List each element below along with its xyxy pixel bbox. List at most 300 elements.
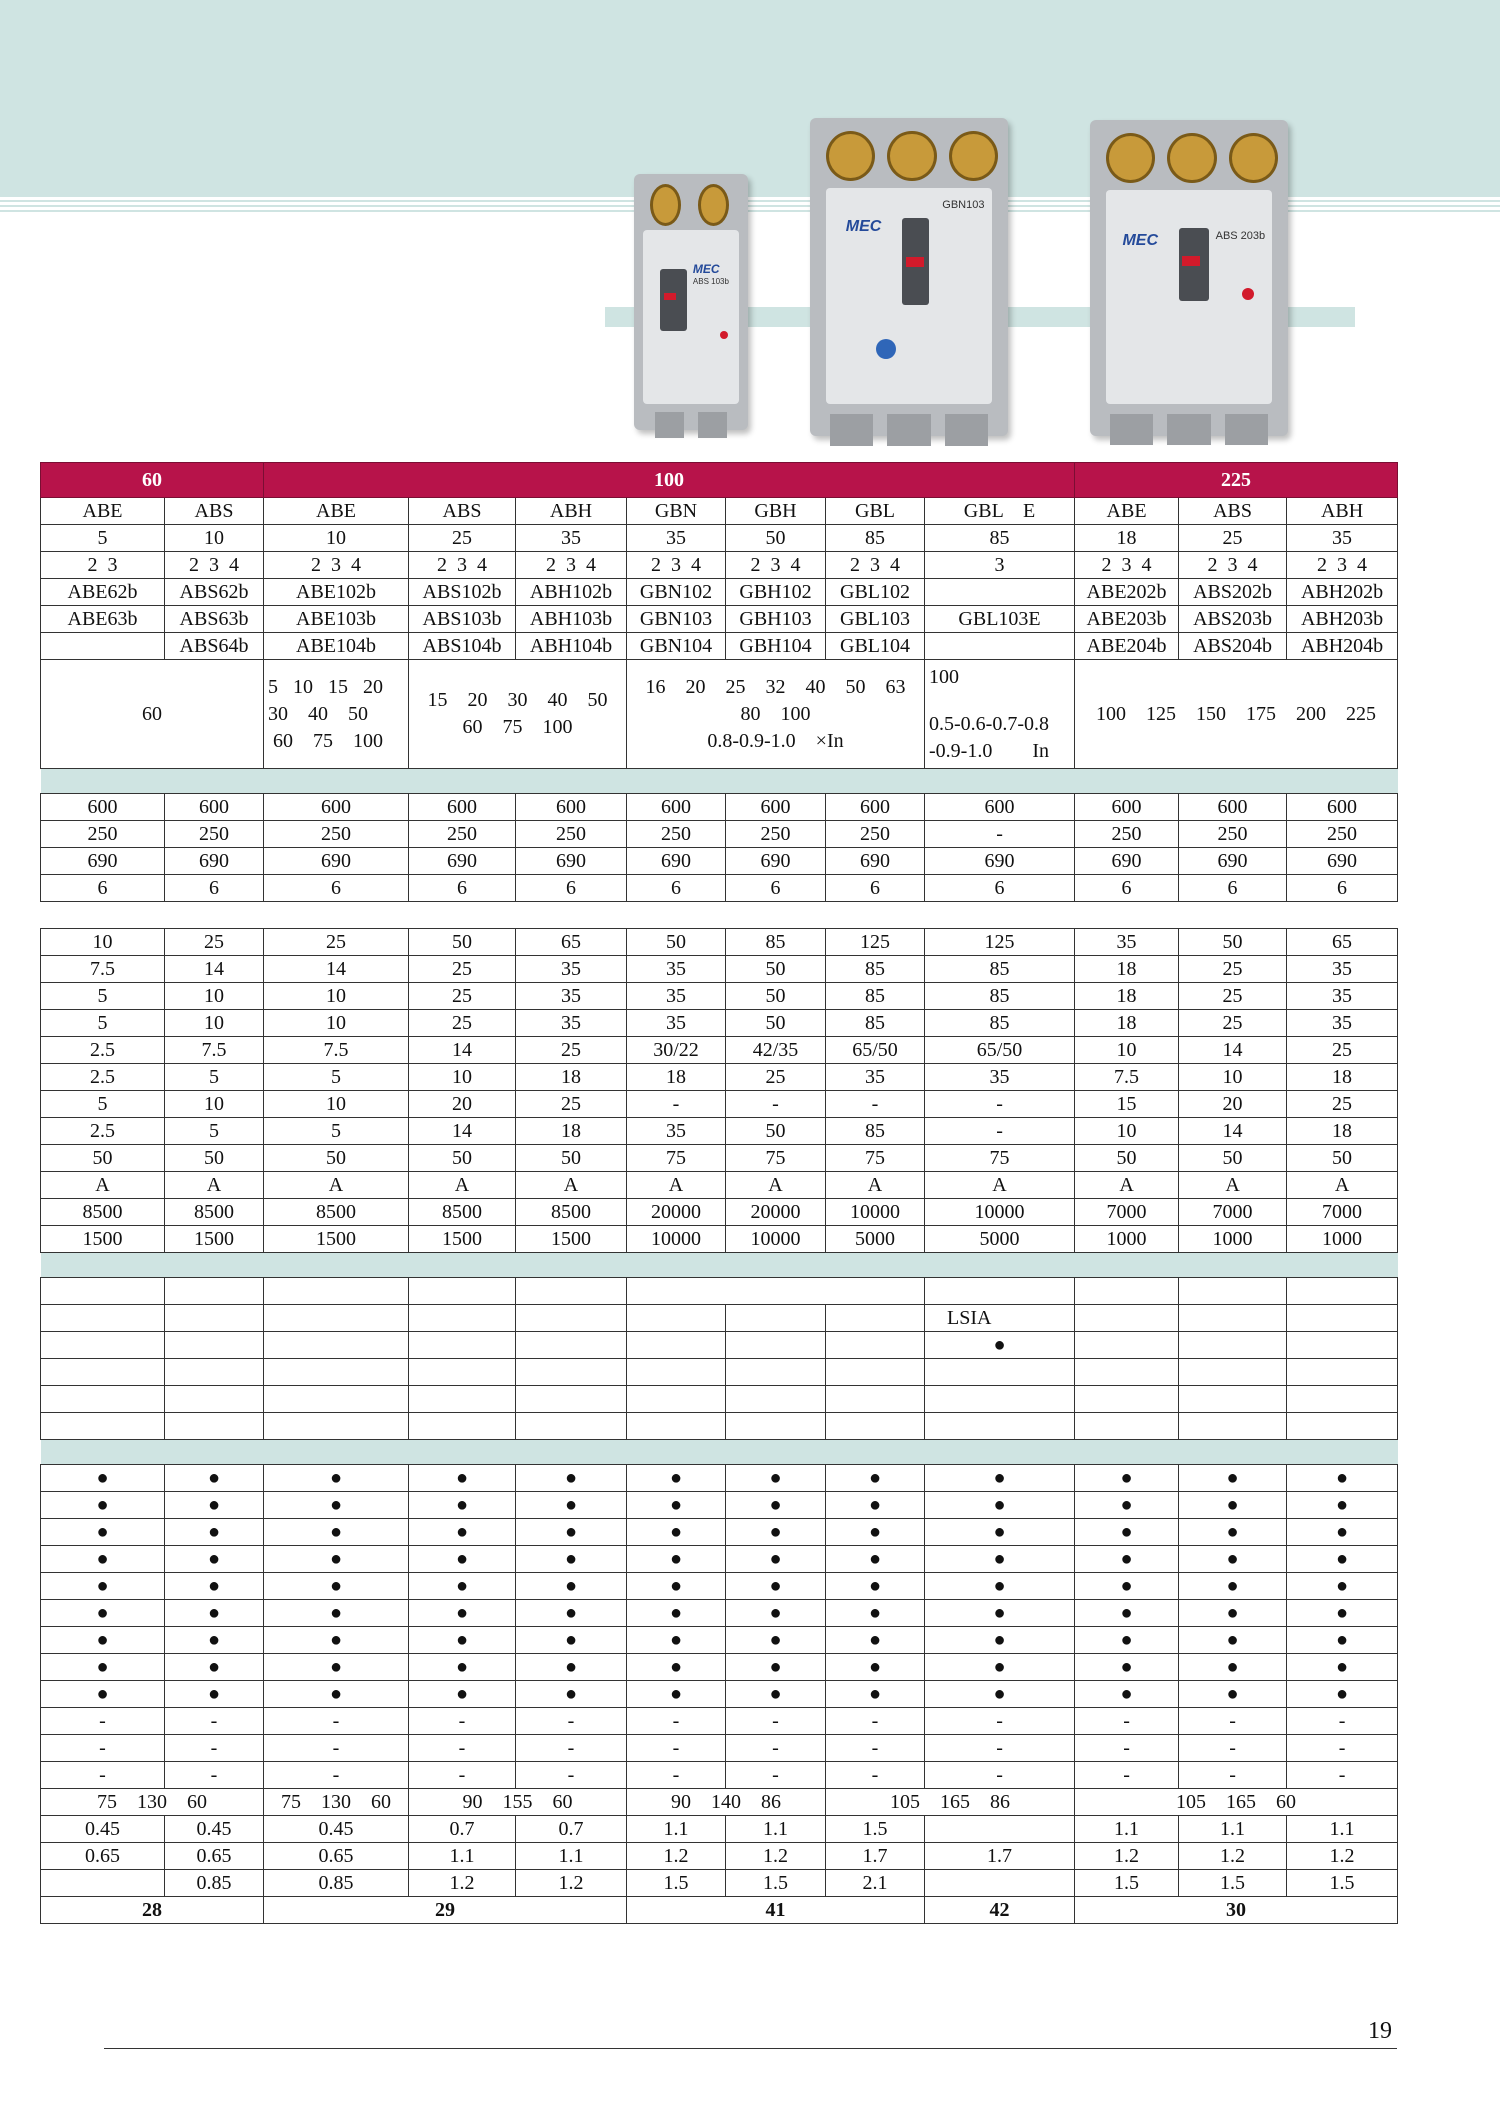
cell: 2 3 4 (826, 552, 925, 579)
range-line: 15 20 30 40 50 (427, 689, 608, 711)
capacity-row (41, 525, 1398, 552)
cell: - (925, 1708, 1075, 1735)
cell: ● (409, 1654, 516, 1681)
cell: 50 (1179, 1145, 1287, 1172)
cell: 1.2 (726, 1843, 826, 1870)
cell: 10000 (627, 1226, 726, 1253)
cell: - (1287, 1708, 1398, 1735)
rating-row (41, 848, 1398, 875)
cell: 600 (41, 794, 165, 821)
cell: GBL E (925, 498, 1075, 525)
frame-225-header: 225 (1075, 463, 1398, 498)
cell: 10 (165, 983, 264, 1010)
cell: 690 (516, 848, 627, 875)
cell: ● (1179, 1600, 1287, 1627)
cell: 1.2 (627, 1843, 726, 1870)
cell: 20000 (726, 1199, 826, 1226)
cell: ● (726, 1492, 826, 1519)
breaking-capacity-row (41, 1199, 1398, 1226)
cell: 690 (1287, 848, 1398, 875)
cell: A (516, 1172, 627, 1199)
cell: ● (1075, 1681, 1179, 1708)
cell: 50 (264, 1145, 409, 1172)
cell: ● (264, 1465, 409, 1492)
cell: 690 (264, 848, 409, 875)
cell: 2 3 4 (1287, 552, 1398, 579)
cell: - (1287, 1735, 1398, 1762)
cell: ● (1075, 1600, 1179, 1627)
cell: 35 (1287, 956, 1398, 983)
cell: 2 3 4 (516, 552, 627, 579)
cell: ● (627, 1492, 726, 1519)
cell: ● (925, 1465, 1075, 1492)
cell: ● (826, 1519, 925, 1546)
range-gb (627, 660, 925, 769)
cell: 690 (726, 848, 826, 875)
cell: - (1287, 1762, 1398, 1789)
cell: A (925, 1172, 1075, 1199)
cell: ABE203b (1075, 606, 1179, 633)
cell: GBH102 (726, 579, 826, 606)
trip-row (41, 1305, 1398, 1332)
cell: 8500 (409, 1199, 516, 1226)
range-abe (264, 660, 409, 769)
cell: 250 (1287, 821, 1398, 848)
cell: 14 (409, 1037, 516, 1064)
cell: - (925, 1762, 1075, 1789)
weight-row (41, 1870, 1398, 1897)
cell: 50 (726, 983, 826, 1010)
cell: 8500 (264, 1199, 409, 1226)
cell: 75 (925, 1145, 1075, 1172)
cell: 5 (41, 983, 165, 1010)
cell: 250 (826, 821, 925, 848)
cell: 35 (1287, 525, 1398, 552)
cell: 25 (1287, 1091, 1398, 1118)
cell: ● (1179, 1573, 1287, 1600)
cell: 690 (925, 848, 1075, 875)
cell: ● (516, 1681, 627, 1708)
cell: ABS104b (409, 633, 516, 660)
cell: - (826, 1762, 925, 1789)
cell: 35 (1287, 1010, 1398, 1037)
cell: ● (726, 1681, 826, 1708)
cell: 600 (1075, 794, 1179, 821)
cell: 1.2 (1075, 1843, 1179, 1870)
cell: 2 3 4 (726, 552, 826, 579)
cell: ● (925, 1519, 1075, 1546)
cell: 10 (165, 1091, 264, 1118)
cell: ● (165, 1546, 264, 1573)
cell: 1.2 (516, 1870, 627, 1897)
accessory-row (41, 1600, 1398, 1627)
cell: ● (516, 1492, 627, 1519)
cell: 65/50 (826, 1037, 925, 1064)
cell: 1.7 (826, 1843, 925, 1870)
cell: 1.1 (1287, 1816, 1398, 1843)
cell: 1.5 (1075, 1870, 1179, 1897)
cell: 50 (409, 1145, 516, 1172)
cell: 35 (1075, 929, 1179, 956)
cell: 18 (627, 1064, 726, 1091)
cell: 50 (1179, 929, 1287, 956)
cell (925, 579, 1075, 606)
cell: 75 (627, 1145, 726, 1172)
cell: ● (1179, 1465, 1287, 1492)
cell: ● (826, 1654, 925, 1681)
cell: 0.65 (165, 1843, 264, 1870)
dimensions-row (41, 1789, 1398, 1816)
cell: 3 (925, 552, 1075, 579)
cell: 600 (627, 794, 726, 821)
cell: ● (1179, 1681, 1287, 1708)
cell: 1500 (516, 1226, 627, 1253)
trip-lsia-dot: ● (925, 1332, 1075, 1359)
cell: 1.2 (409, 1870, 516, 1897)
cell: ● (264, 1546, 409, 1573)
breaking-capacity-row (41, 983, 1398, 1010)
cell: ● (1287, 1492, 1398, 1519)
cell: - (1179, 1735, 1287, 1762)
cell: 10 (264, 525, 409, 552)
breaker-image-225 (1090, 120, 1288, 436)
cell: 600 (516, 794, 627, 821)
product-model: ABS 103b (692, 277, 729, 287)
cell: 7.5 (165, 1037, 264, 1064)
cell: 2.1 (826, 1870, 925, 1897)
range-line: 0.5-0.6-0.7-0.8 (929, 712, 1049, 735)
cell: 250 (1179, 821, 1287, 848)
breaking-capacity-row (41, 1064, 1398, 1091)
cell: ● (826, 1681, 925, 1708)
cell: 6 (165, 875, 264, 902)
section-fill (41, 1253, 1398, 1278)
cell: ABH103b (516, 606, 627, 633)
cell: 14 (264, 956, 409, 983)
cell: 25 (1287, 1037, 1398, 1064)
cell: GBN103 (627, 606, 726, 633)
range-line: 60 75 100 (462, 716, 573, 738)
cell: 35 (627, 525, 726, 552)
cell: A (826, 1172, 925, 1199)
cell: 690 (1075, 848, 1179, 875)
cell: ● (41, 1465, 165, 1492)
cell: 65/50 (925, 1037, 1075, 1064)
cell: 50 (627, 929, 726, 956)
cell: - (826, 1708, 925, 1735)
cell: 7.5 (1075, 1064, 1179, 1091)
cell: 42/35 (726, 1037, 826, 1064)
cell: 6 (826, 875, 925, 902)
cell: ● (165, 1654, 264, 1681)
cell: 2 3 4 (165, 552, 264, 579)
cell: - (264, 1708, 409, 1735)
cell: - (925, 1091, 1075, 1118)
cell: 25 (1179, 956, 1287, 983)
cell: ● (165, 1573, 264, 1600)
cell: ● (41, 1546, 165, 1573)
cell: A (1179, 1172, 1287, 1199)
cell: 1.1 (627, 1816, 726, 1843)
cell: GBN104 (627, 633, 726, 660)
cell: 8500 (165, 1199, 264, 1226)
cell: 250 (1075, 821, 1179, 848)
rated-current-row (41, 660, 1398, 769)
cell: ● (726, 1465, 826, 1492)
cell: ● (627, 1654, 726, 1681)
cell: 10 (165, 1010, 264, 1037)
cell: GBL104 (826, 633, 925, 660)
cell: 250 (41, 821, 165, 848)
cell: 0.85 (165, 1870, 264, 1897)
range-line: 5 10 15 20 (268, 675, 383, 698)
cell: 600 (264, 794, 409, 821)
dim-60: 75 130 60 (41, 1789, 264, 1816)
section-fill (41, 769, 1398, 794)
cell: ABS102b (409, 579, 516, 606)
cell: - (165, 1735, 264, 1762)
cell: ● (1287, 1681, 1398, 1708)
cell: ABS103b (409, 606, 516, 633)
cell: 5 (165, 1064, 264, 1091)
cell: ● (1075, 1627, 1179, 1654)
page-ref-100c: 42 (925, 1897, 1075, 1924)
cell: ● (1075, 1492, 1179, 1519)
cell: 0.7 (516, 1816, 627, 1843)
cell: 5 (41, 525, 165, 552)
cell: ABH (1287, 498, 1398, 525)
range-line: -0.9-1.0 In (929, 739, 1049, 762)
cell: ● (516, 1519, 627, 1546)
range-line: 60 75 100 (268, 729, 383, 752)
cell: A (627, 1172, 726, 1199)
cell: ● (925, 1546, 1075, 1573)
cell: 85 (826, 956, 925, 983)
cell: - (264, 1735, 409, 1762)
cell: A (726, 1172, 826, 1199)
cell: ABH102b (516, 579, 627, 606)
cell: 5000 (826, 1226, 925, 1253)
cell: ● (726, 1627, 826, 1654)
cell: 20 (1179, 1091, 1287, 1118)
cell: ABE102b (264, 579, 409, 606)
cell: ● (925, 1627, 1075, 1654)
cell: A (264, 1172, 409, 1199)
cell: A (41, 1172, 165, 1199)
cell: ● (409, 1492, 516, 1519)
cell: ABE (1075, 498, 1179, 525)
trip-lsia: LSIA (925, 1305, 1075, 1332)
cell: 35 (627, 983, 726, 1010)
trip-row (41, 1332, 1398, 1359)
cell: 85 (826, 1118, 925, 1145)
cell: ABS203b (1179, 606, 1287, 633)
cell: ABS63b (165, 606, 264, 633)
cell: 85 (726, 929, 826, 956)
cell: 10 (41, 929, 165, 956)
cell: 6 (516, 875, 627, 902)
cell: 7000 (1179, 1199, 1287, 1226)
cell: ● (826, 1600, 925, 1627)
cell: ● (165, 1492, 264, 1519)
cell: ● (41, 1654, 165, 1681)
cell: ● (925, 1600, 1075, 1627)
cell: 6 (41, 875, 165, 902)
model-2p-row (41, 579, 1398, 606)
cell: 8500 (516, 1199, 627, 1226)
cell: ● (165, 1681, 264, 1708)
cell: - (627, 1735, 726, 1762)
trip-row (41, 1386, 1398, 1413)
cell: 15 (1075, 1091, 1179, 1118)
cell: 250 (165, 821, 264, 848)
cell: 10 (1075, 1118, 1179, 1145)
cell: 125 (925, 929, 1075, 956)
cell: 18 (516, 1118, 627, 1145)
cell: ● (627, 1627, 726, 1654)
cell: ● (1287, 1573, 1398, 1600)
trip-row (41, 1413, 1398, 1440)
cell: 30/22 (627, 1037, 726, 1064)
cell: 25 (409, 983, 516, 1010)
cell: 50 (726, 1010, 826, 1037)
cell: - (726, 1091, 826, 1118)
cell: 14 (409, 1118, 516, 1145)
cell: 35 (627, 956, 726, 983)
cell: 6 (1179, 875, 1287, 902)
cell: 1500 (165, 1226, 264, 1253)
cell: 10 (165, 525, 264, 552)
cell: 10000 (726, 1226, 826, 1253)
cell: - (516, 1762, 627, 1789)
weight-row (41, 1816, 1398, 1843)
cell: ● (516, 1465, 627, 1492)
cell: 25 (409, 956, 516, 983)
cell: ● (516, 1627, 627, 1654)
accessory-row (41, 1465, 1398, 1492)
cell: ● (726, 1546, 826, 1573)
cell: 2 3 4 (264, 552, 409, 579)
accessory-row (41, 1546, 1398, 1573)
cell: 6 (1075, 875, 1179, 902)
cell: GBL103 (826, 606, 925, 633)
accessory-row (41, 1735, 1398, 1762)
range-225: 100 125 150 175 200 225 (1075, 660, 1398, 769)
cell: ● (516, 1546, 627, 1573)
cell: 85 (826, 525, 925, 552)
dim-abe: 75 130 60 (264, 1789, 409, 1816)
cell: 690 (627, 848, 726, 875)
cell: 2.5 (41, 1064, 165, 1091)
cell: 2.5 (41, 1037, 165, 1064)
cell: ● (826, 1627, 925, 1654)
cell: 85 (925, 983, 1075, 1010)
cell (925, 1870, 1075, 1897)
cell: 5 (41, 1091, 165, 1118)
cell: 1.1 (1075, 1816, 1179, 1843)
cell: 1.5 (627, 1870, 726, 1897)
cell: A (409, 1172, 516, 1199)
trip-row (41, 1359, 1398, 1386)
cell: ● (826, 1546, 925, 1573)
cell: 85 (925, 1010, 1075, 1037)
cell: 250 (726, 821, 826, 848)
cell: 14 (1179, 1037, 1287, 1064)
cell: - (41, 1762, 165, 1789)
cell: ● (1287, 1600, 1398, 1627)
dim-abs: 90 155 60 (409, 1789, 627, 1816)
cell: ● (264, 1654, 409, 1681)
cell: 25 (165, 929, 264, 956)
cell: 18 (1075, 525, 1179, 552)
breaker-image-2pole (634, 174, 748, 430)
cell: 7000 (1287, 1199, 1398, 1226)
cell: 50 (1075, 1145, 1179, 1172)
cell: 5000 (925, 1226, 1075, 1253)
cell (925, 633, 1075, 660)
cell: 85 (826, 1010, 925, 1037)
cell: 600 (1287, 794, 1398, 821)
cell: ● (1075, 1573, 1179, 1600)
dim-gb: 90 140 86 (627, 1789, 826, 1816)
cell: - (925, 821, 1075, 848)
cell: 25 (264, 929, 409, 956)
cell: 25 (1179, 1010, 1287, 1037)
cell: ● (409, 1546, 516, 1573)
cell: GBL103E (925, 606, 1075, 633)
cell: ABS204b (1179, 633, 1287, 660)
section-band (41, 1440, 1398, 1465)
cell: 50 (165, 1145, 264, 1172)
cell: - (165, 1762, 264, 1789)
cell: ABE (41, 498, 165, 525)
cell: 5 (165, 1118, 264, 1145)
cell: 600 (925, 794, 1075, 821)
cell: ● (1075, 1465, 1179, 1492)
cell: 50 (726, 1118, 826, 1145)
cell: ● (264, 1573, 409, 1600)
cell: ● (1287, 1654, 1398, 1681)
cell: ABS (409, 498, 516, 525)
cell: ● (41, 1573, 165, 1600)
cell: GBN102 (627, 579, 726, 606)
accessory-row (41, 1654, 1398, 1681)
cell (925, 1816, 1075, 1843)
cell: ABS202b (1179, 579, 1287, 606)
weight-row (41, 1843, 1398, 1870)
cell: 7.5 (264, 1037, 409, 1064)
cell: 600 (1179, 794, 1287, 821)
cell: ● (726, 1654, 826, 1681)
frame-60-header: 60 (41, 463, 264, 498)
trip-row (41, 1278, 1398, 1305)
cell: - (627, 1762, 726, 1789)
dim-225: 105 165 60 (1075, 1789, 1398, 1816)
cell: 2 3 4 (409, 552, 516, 579)
range-60: 60 (41, 660, 264, 769)
model-4p-row (41, 633, 1398, 660)
cell: 25 (409, 525, 516, 552)
cell: 18 (516, 1064, 627, 1091)
cell: - (1179, 1762, 1287, 1789)
cell: 20000 (627, 1199, 726, 1226)
cell: - (925, 1735, 1075, 1762)
cell: ● (264, 1519, 409, 1546)
section-band (41, 1253, 1398, 1278)
cell: 10 (409, 1064, 516, 1091)
cell: 25 (1179, 983, 1287, 1010)
cell: 0.45 (165, 1816, 264, 1843)
